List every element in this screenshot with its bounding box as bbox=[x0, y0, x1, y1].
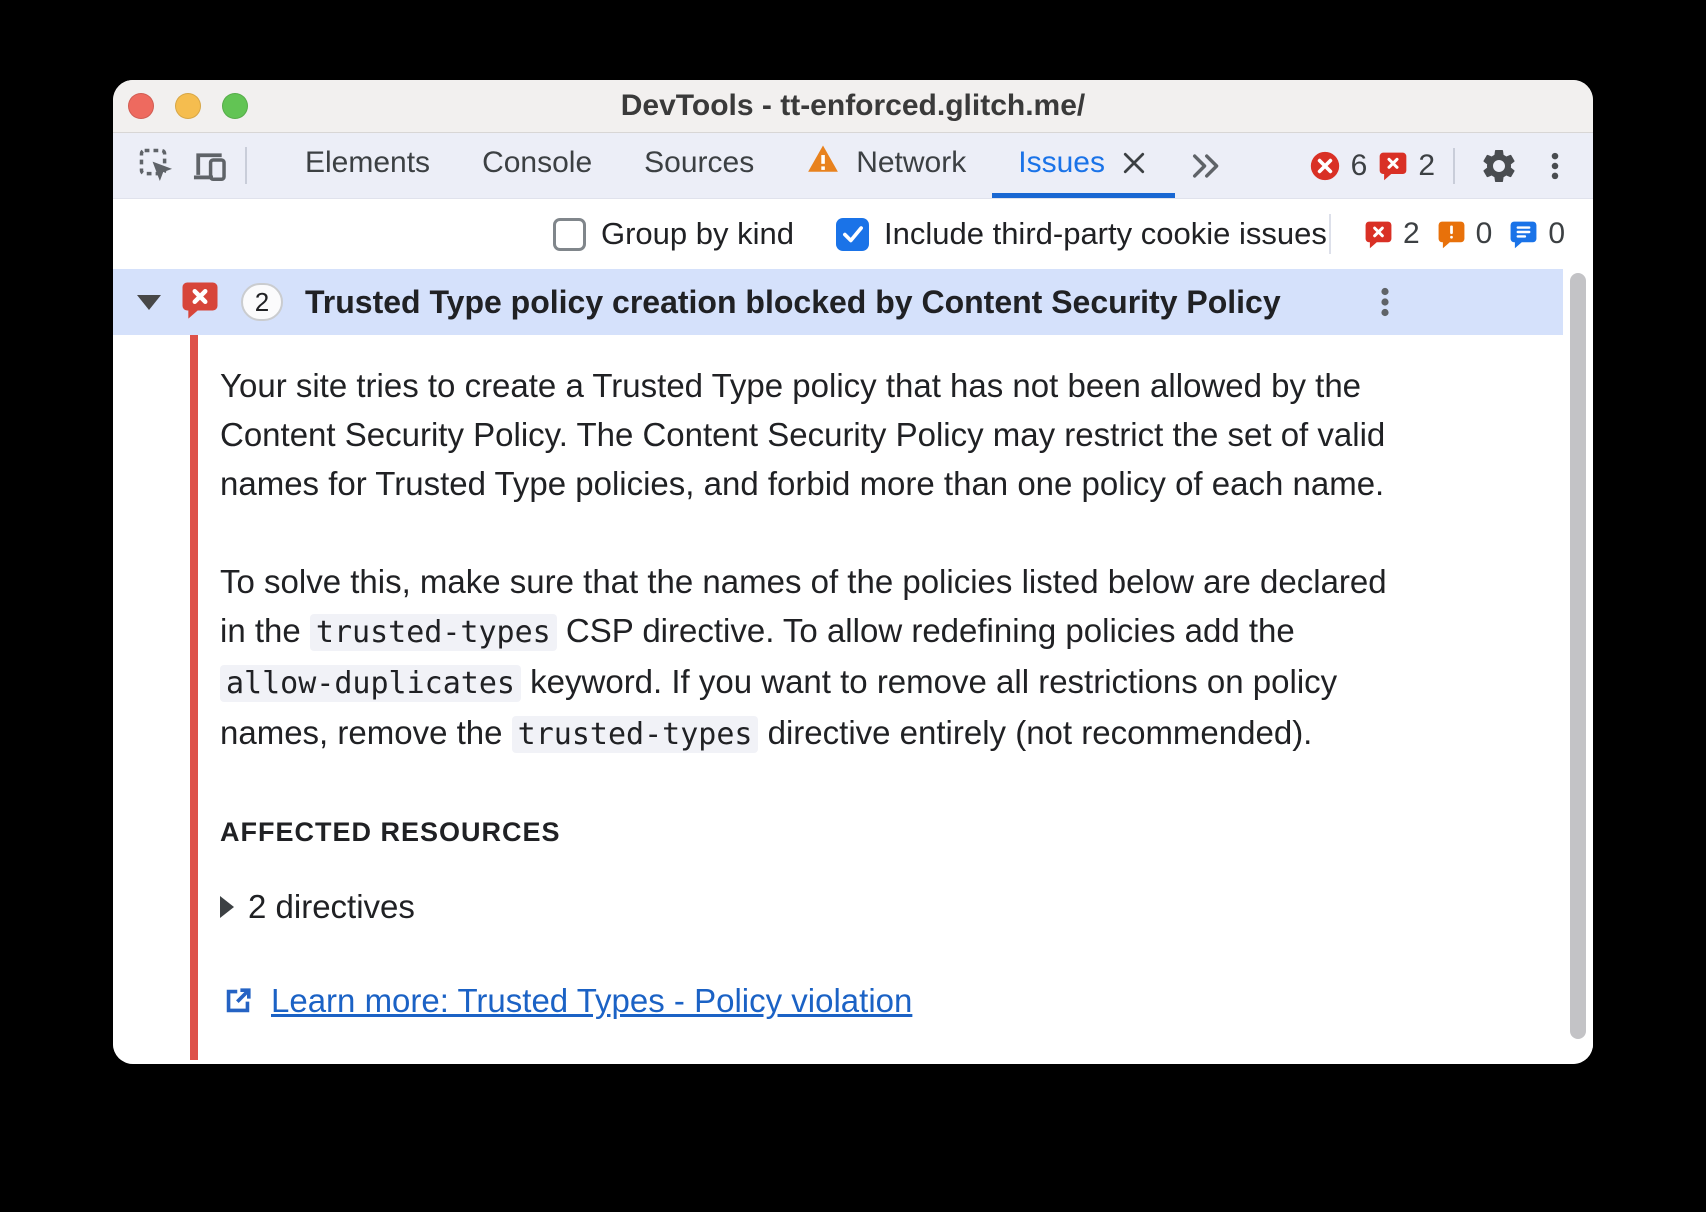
issue-title: Trusted Type policy creation blocked by Content Security Policy bbox=[305, 283, 1281, 320]
filter-separator bbox=[1329, 214, 1331, 254]
affected-resources-heading: AFFECTED RESOURCES bbox=[220, 817, 561, 847]
collapsed-triangle-icon bbox=[220, 896, 234, 918]
more-tabs-icon[interactable] bbox=[1175, 133, 1237, 198]
checkbox-checked[interactable] bbox=[836, 218, 869, 251]
close-issues-tab-icon[interactable] bbox=[1119, 148, 1149, 178]
settings-gear-icon[interactable] bbox=[1473, 146, 1525, 186]
issues-count-badge[interactable]: 2 bbox=[1377, 149, 1435, 183]
external-link-icon bbox=[220, 983, 256, 1019]
device-toolbar-icon[interactable] bbox=[183, 133, 235, 198]
toolbar-separator bbox=[245, 147, 247, 184]
issue-description bbox=[220, 361, 1410, 759]
group-by-kind-checkbox[interactable]: Group by kind bbox=[553, 216, 794, 252]
third-party-cookie-checkbox[interactable]: Include third-party cookie issues bbox=[836, 216, 1327, 252]
tab-sources[interactable]: Sources bbox=[644, 146, 755, 179]
issue-paragraph-1: Your site tries to create a Trusted Type policy that has not been allowed by the Content Security Policy. The Content Security Policy may restrict the set of valid names for Trusted Type policies, and forbid more than one policy of each name. bbox=[220, 367, 1386, 502]
inspect-element-icon[interactable] bbox=[131, 133, 183, 198]
tab-elements[interactable]: Elements bbox=[305, 146, 431, 179]
tab-issues[interactable]: Issues bbox=[992, 133, 1175, 198]
panel-tabs bbox=[279, 133, 1237, 198]
issue-body bbox=[113, 335, 1593, 1060]
code-trusted-types: trusted-types bbox=[310, 614, 557, 651]
scrollbar-thumb[interactable] bbox=[1570, 273, 1586, 1039]
warning-triangle-icon bbox=[806, 142, 840, 184]
issue-count-pill: 2 bbox=[241, 283, 283, 321]
issue-kind-counters bbox=[1329, 214, 1565, 254]
info-bubble-icon bbox=[1508, 219, 1539, 250]
minimize-window-button[interactable] bbox=[175, 93, 201, 119]
issue-kebab-icon[interactable] bbox=[1367, 284, 1403, 320]
breaking-issues-counter[interactable]: 2 bbox=[1363, 217, 1420, 251]
directives-expander[interactable] bbox=[220, 888, 1593, 926]
tab-console[interactable]: Console bbox=[482, 146, 593, 179]
info-issues-counter[interactable]: 0 bbox=[1508, 217, 1565, 251]
expand-triangle-icon[interactable] bbox=[137, 295, 161, 310]
window-title: DevTools - tt-enforced.glitch.me/ bbox=[620, 89, 1086, 122]
code-trusted-types: trusted-types bbox=[512, 716, 759, 753]
devtools-window bbox=[113, 80, 1593, 1064]
toolbar-right-cluster bbox=[1308, 133, 1575, 198]
issues-filter-bar bbox=[113, 199, 1593, 269]
warning-bubble-icon bbox=[1436, 219, 1467, 250]
more-options-kebab-icon[interactable] bbox=[1535, 149, 1575, 183]
issue-paragraph-2: To solve this, make sure that the names of the policies listed below are declared in the trusted-types CSP directive. To allow redefining policies add the allow-duplicates keyword. If you want to remove all restrictions on policy names, remove the trusted-types directive entirely (not recommended). bbox=[220, 563, 1387, 752]
directives-label: 2 directives bbox=[248, 888, 415, 925]
zoom-window-button[interactable] bbox=[222, 93, 248, 119]
learn-more-row bbox=[220, 982, 1593, 1020]
checkbox-unchecked[interactable] bbox=[553, 218, 586, 251]
devtools-toolbar bbox=[113, 133, 1593, 199]
learn-more-link[interactable]: Learn more: Trusted Types - Policy violation bbox=[271, 982, 913, 1019]
close-window-button[interactable] bbox=[128, 93, 154, 119]
vertical-scrollbar bbox=[1563, 267, 1593, 1064]
breaking-bubble-icon bbox=[1363, 219, 1394, 250]
issue-bubble-icon bbox=[1377, 150, 1409, 182]
error-circle-icon bbox=[1308, 149, 1342, 183]
console-error-badge[interactable]: 6 bbox=[1308, 149, 1368, 183]
window-titlebar bbox=[113, 80, 1593, 133]
issue-row-header[interactable] bbox=[113, 269, 1593, 335]
issue-error-bubble-icon bbox=[179, 279, 221, 326]
toolbar-separator bbox=[1453, 148, 1455, 184]
code-allow-duplicates: allow-duplicates bbox=[220, 665, 521, 702]
issue-body-inner bbox=[190, 335, 1593, 1060]
warning-issues-counter[interactable]: 0 bbox=[1436, 217, 1493, 251]
tab-network[interactable]: Network bbox=[780, 133, 992, 198]
traffic-lights bbox=[128, 80, 248, 132]
